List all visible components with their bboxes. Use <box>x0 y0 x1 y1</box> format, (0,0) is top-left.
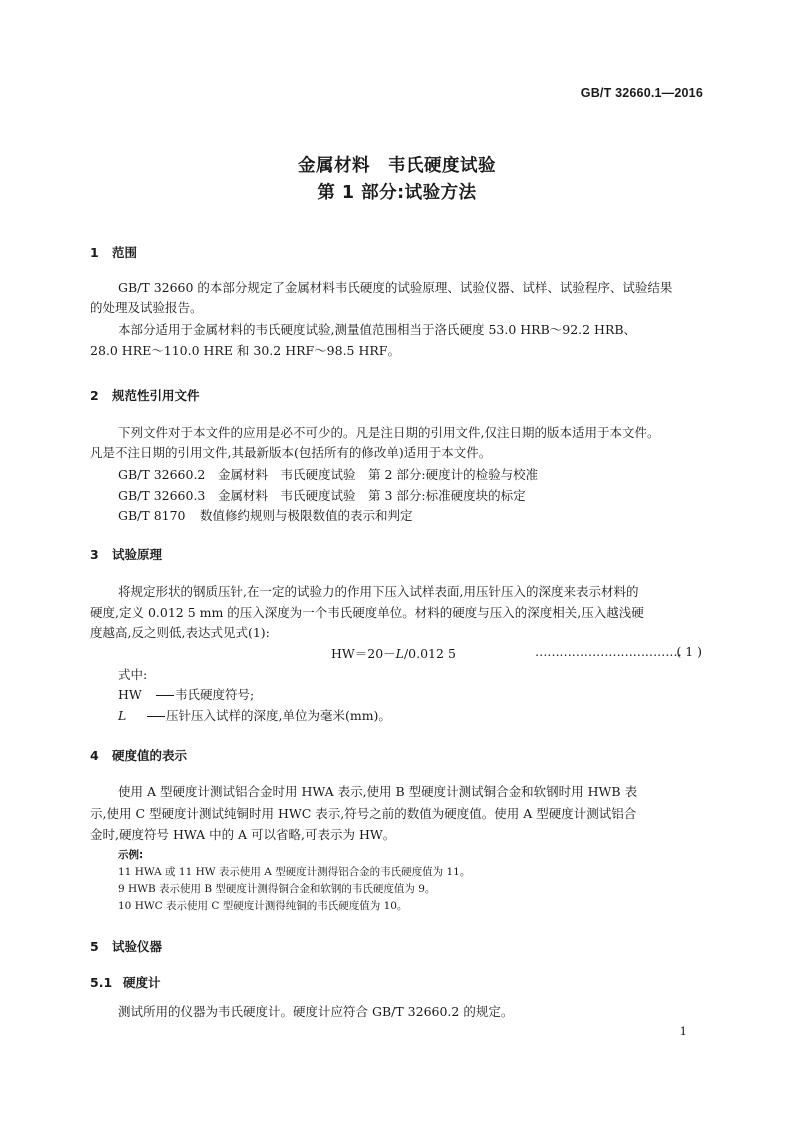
reference-title: 金属材料 韦氏硬度试验 第 3 部分:标准硬度块的标定 <box>218 488 526 503</box>
document-subtitle: 第 1 部分:试验方法 <box>317 183 477 203</box>
section-number: 1 <box>90 245 99 260</box>
reference-code: GB/T 8170 <box>118 508 186 523</box>
section-heading-3 <box>90 545 162 563</box>
document-title: 金属材料 韦氏硬度试验 <box>298 156 496 176</box>
example-label: 示例: <box>118 849 144 861</box>
where-label: 式中: <box>118 667 148 682</box>
formula-lhs: HW＝20－ <box>331 646 396 661</box>
paragraph: 金时,硬度符号 HWA 中的 A 可以省略,可表示为 HW。 <box>90 827 396 842</box>
reference-code: GB/T 32660.3 <box>118 488 206 503</box>
subsection-number: 5.1 <box>90 975 113 990</box>
formula-number: ( 1 ) <box>676 644 702 659</box>
formula-variable: L <box>395 646 404 661</box>
variable-definition <box>118 685 254 703</box>
variable-description: 压针压入试样的深度,单位为毫米(mm)。 <box>166 708 391 723</box>
subsection-title: 硬度计 <box>123 975 161 990</box>
paragraph: GB/T 32660 的本部分规定了金属材料韦氏硬度的试验原理、试验仪器、试样、试验程序、试验结果 <box>118 280 673 295</box>
page-number: 1 <box>679 1024 687 1038</box>
em-dash <box>156 695 174 696</box>
paragraph: 凡是不注日期的引用文件,其最新版本(包括所有的修改单)适用于本文件。 <box>90 445 492 460</box>
example-item: 9 HWB 表示使用 B 型硬度计测得铜合金和软钢的韦氏硬度值为 9。 <box>118 883 436 895</box>
example-item: 10 HWC 表示使用 C 型硬度计测得纯铜的韦氏硬度值为 10。 <box>118 900 408 912</box>
variable-description: 韦氏硬度符号; <box>175 687 255 702</box>
reference-title: 数值修约规则与极限数值的表示和判定 <box>200 508 413 523</box>
subsection-heading-5-1 <box>90 973 161 991</box>
paragraph: 将规定形状的钢质压针,在一定的试验力的作用下压入试样表面,用压针压入的深度来表示材料的 <box>118 584 639 599</box>
section-number: 5 <box>90 939 99 954</box>
example-item: 11 HWA 或 11 HW 表示使用 A 型硬度计测得铝合金的韦氏硬度值为 11。 <box>118 866 471 878</box>
section-title: 试验原理 <box>112 547 163 562</box>
paragraph: 使用 A 型硬度计测试铝合金时用 HWA 表示,使用 B 型硬度计测试铜合金和软钢时用 HWB 表 <box>118 784 638 799</box>
variable-symbol: HW <box>118 687 142 702</box>
paragraph: 的处理及试验报告。 <box>90 300 203 315</box>
standard-number: GB/T 32660.1—2016 <box>580 86 703 100</box>
variable-definition <box>118 706 391 724</box>
formula-1 <box>331 644 456 662</box>
section-title: 硬度值的表示 <box>112 748 188 763</box>
paragraph: 硬度,定义 0.012 5 mm 的压入深度为一个韦氏硬度单位。材料的硬度与压入的深度相关,压入越浅硬 <box>90 605 644 620</box>
reference-code: GB/T 32660.2 <box>118 467 206 482</box>
section-title: 试验仪器 <box>112 939 163 954</box>
section-title: 规范性引用文件 <box>112 388 200 403</box>
reference-item <box>118 506 413 524</box>
paragraph: 28.0 HRE～110.0 HRE 和 30.2 HRF～98.5 HRF。 <box>90 343 400 358</box>
section-number: 4 <box>90 748 99 763</box>
section-title: 范围 <box>112 245 138 260</box>
paragraph: 本部分适用于金属材料的韦氏硬度试验,测量值范围相当于洛氏硬度 53.0 HRB～92.2 HRB、 <box>118 322 637 337</box>
section-number: 3 <box>90 547 99 562</box>
paragraph: 测试所用的仪器为韦氏硬度计。硬度计应符合 GB/T 32660.2 的规定。 <box>118 1004 514 1019</box>
paragraph: 度越高,反之则低,表达式见式(1): <box>90 625 270 640</box>
reference-item <box>118 486 526 504</box>
paragraph: 示,使用 C 型硬度计测试纯铜时用 HWC 表示,符号之前的数值为硬度值。使用 A 型硬度计测试铝合 <box>90 806 637 821</box>
variable-symbol: L <box>118 708 127 723</box>
section-heading-4 <box>90 746 187 764</box>
section-heading-2 <box>90 386 200 404</box>
formula-leader-dots: ……………………………… <box>535 644 682 659</box>
em-dash <box>147 716 165 717</box>
reference-item <box>118 465 538 483</box>
section-number: 2 <box>90 388 99 403</box>
section-heading-5 <box>90 937 162 955</box>
reference-title: 金属材料 韦氏硬度试验 第 2 部分:硬度计的检验与校准 <box>218 467 539 482</box>
section-heading-1 <box>90 243 137 261</box>
formula-rhs: /0.012 5 <box>403 646 456 661</box>
paragraph: 下列文件对于本文件的应用是必不可少的。凡是注日期的引用文件,仅注日期的版本适用于本文件。 <box>118 425 660 440</box>
